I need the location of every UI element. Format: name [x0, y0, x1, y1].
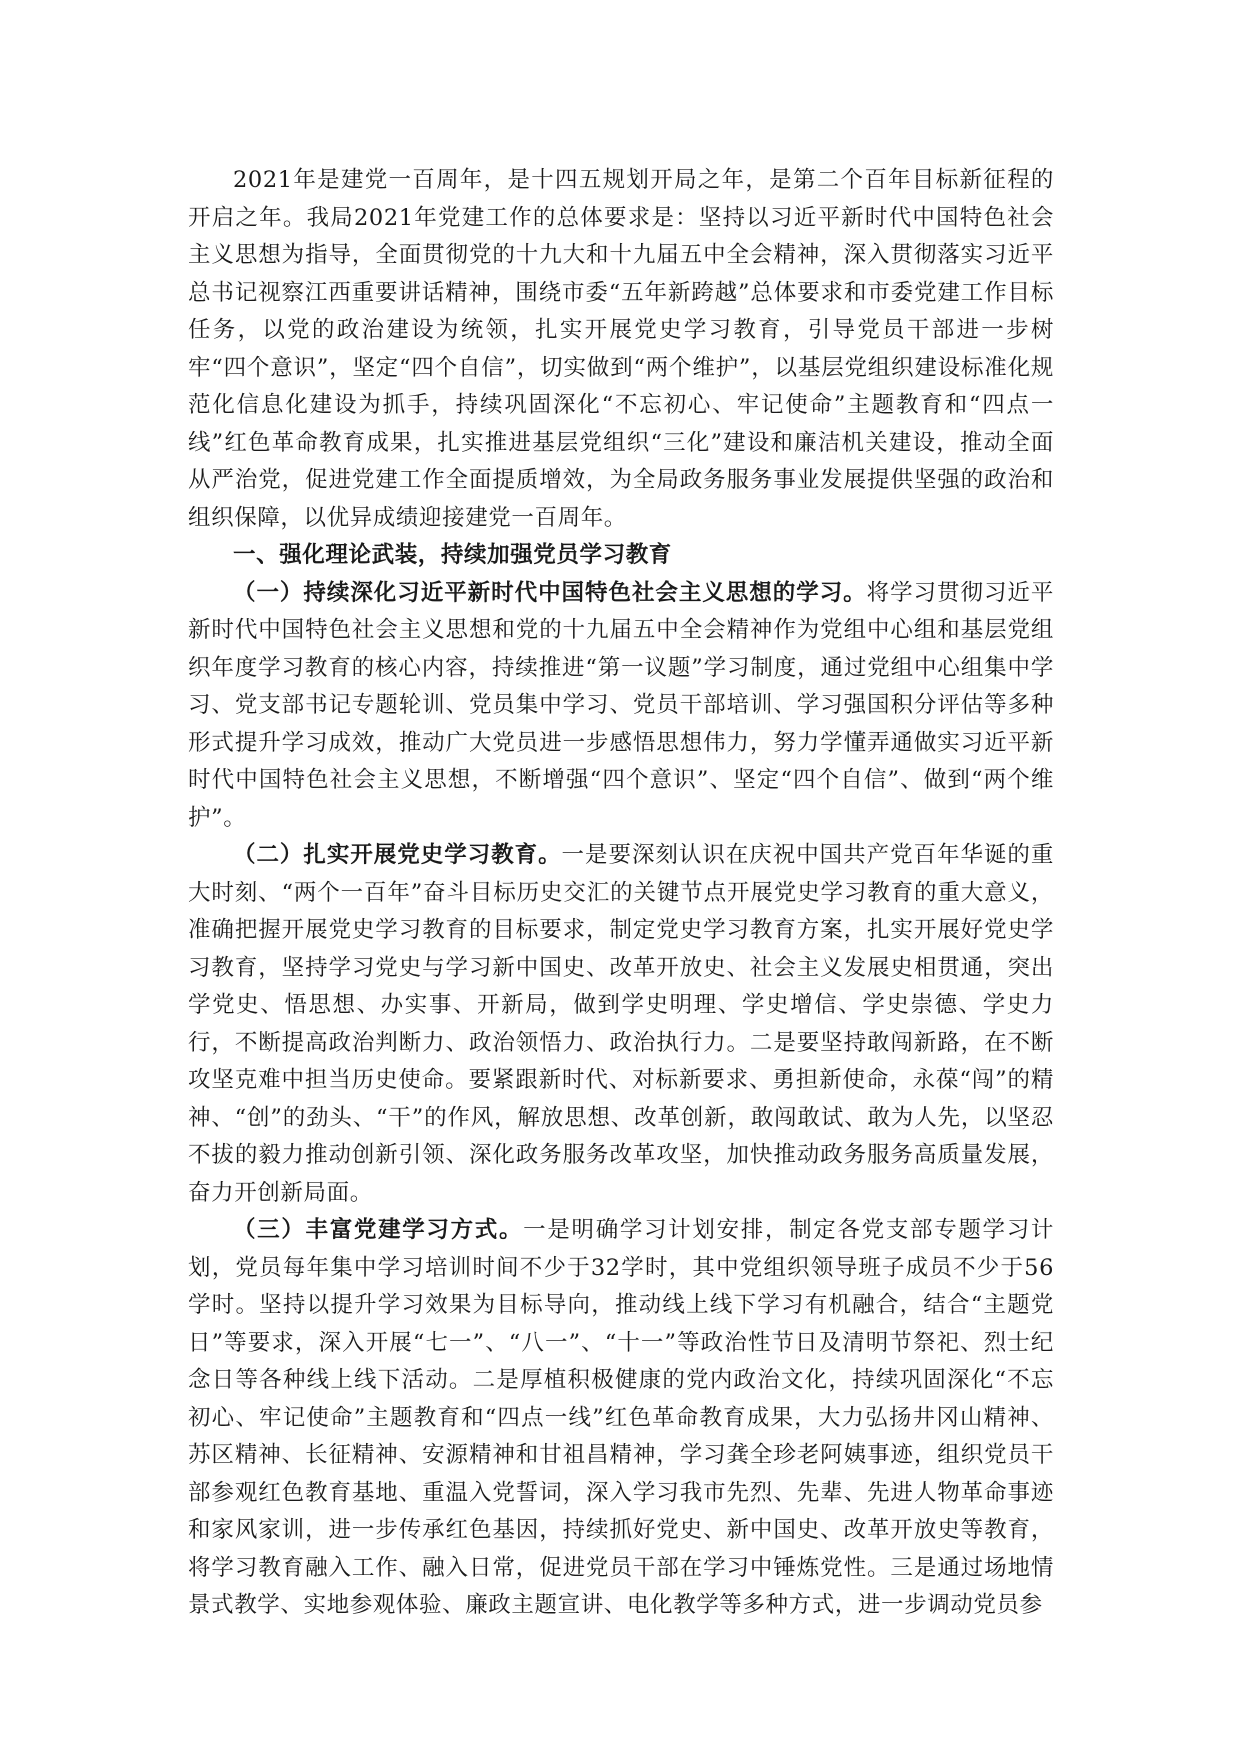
item-paragraph-1	[188, 575, 1054, 838]
item-paragraph-3	[188, 1212, 1054, 1625]
item-lead: （一）持续深化习近平新时代中国特色社会主义思想的学习。	[233, 579, 867, 606]
document-body	[188, 162, 1054, 1625]
item-body: 将学习贯彻习近平新时代中国特色社会主义思想和党的十九届五中全会精神作为党组中心组和基层党组织年度学习教育的核心内容，持续推进“第一议题”学习制度，通过党组中心组集中学习、党支部书记专题轮训、党员集中学习、党员干部培训、学习强国积分评估等多种形式提升学习成效，推动广大党员进一步感悟思想伟力，努力学懂弄通做实习近平新时代中国特色社会主义思想，不断增强“四个意识”、坚定“四个自信”、做到“两个维护”。	[188, 579, 1054, 831]
item-paragraph-2	[188, 837, 1054, 1212]
item-lead: （二）扎实开展党史学习教育。	[233, 842, 562, 868]
section-heading: 一、强化理论武装，持续加强党员学习教育	[233, 542, 672, 568]
intro-paragraph: 2021年是建党一百周年，是十四五规划开局之年，是第二个百年目标新征程的开启之年。我局2021年党建工作的总体要求是：坚持以习近平新时代中国特色社会主义思想为指导，全面贯彻党的十九大和十九届五中全会精神，深入贯彻落实习近平总书记视察江西重要讲话精神，围绕市委“五年新跨越”总体要求和市委党建工作目标任务，以党的政治建设为统领，扎实开展党史学习教育，引导党员干部进一步树牢“四个意识”，坚定“四个自信”，切实做到“两个维护”，以基层党组织建设标准化规范化信息化建设为抓手，持续巩固深化“不忘初心、牢记使命”主题教育和“四点一线”红色革命教育成果，扎实推进基层党组织“三化”建设和廉洁机关建设，推动全面从严治党，促进党建工作全面提质增效，为全局政务服务事业发展提供坚强的政治和组织保障，以优异成绩迎接建党一百周年。	[188, 167, 1054, 531]
item-body: 一是要深刻认识在庆祝中国共产党百年华诞的重大时刻、“两个一百年”奋斗目标历史交汇的关键节点开展党史学习教育的重大意义，准确把握开展党史学习教育的目标要求，制定党史学习教育方案，扎实开展好党史学习教育，坚持学习党史与学习新中国史、改革开放史、社会主义发展史相贯通，突出学党史、悟思想、办实事、开新局，做到学史明理、学史增信、学史崇德、学史力行，不断提高政治判断力、政治领悟力、政治执行力。二是要坚持敢闯新路，在不断攻坚克难中担当历史使命。要紧跟新时代、对标新要求、勇担新使命，永葆“闯”的精神、“创”的劲头、“干”的作风，解放思想、改革创新，敢闯敢试、敢为人先，以坚忍不拔的毅力推动创新引领、深化政务服务改革攻坚，加快推动政务服务高质量发展，奋力开创新局面。	[188, 842, 1054, 1206]
item-body: 一是明确学习计划安排，制定各党支部专题学习计划，党员每年集中学习培训时间不少于32学时，其中党组织领导班子成员不少于56学时。坚持以提升学习效果为目标导向，推动线上线下学习有机融合，结合“主题党日”等要求，深入开展“七一”、“八一”、“十一”等政治性节日及清明节祭祀、烈士纪念日等各种线上线下活动。二是厚植积极健康的党内政治文化，持续巩固深化“不忘初心、牢记使命”主题教育和“四点一线”红色革命教育成果，大力弘扬井冈山精神、苏区精神、长征精神、安源精神和甘祖昌精神，学习龚全珍老阿姨事迹，组织党员干部参观红色教育基地、重温入党誓词，深入学习我市先烈、先辈、先进人物革命事迹和家风家训，进一步传承红色基因，持续抓好党史、新中国史、改革开放史等教育，将学习教育融入工作、融入日常，促进党员干部在学习中锤炼党性。三是通过场地情景式教学、实地参观体验、廉政主题宣讲、电化教学等多种方式，进一步调动党员参	[188, 1217, 1055, 1618]
item-lead: （三）丰富党建学习方式。	[233, 1217, 524, 1243]
